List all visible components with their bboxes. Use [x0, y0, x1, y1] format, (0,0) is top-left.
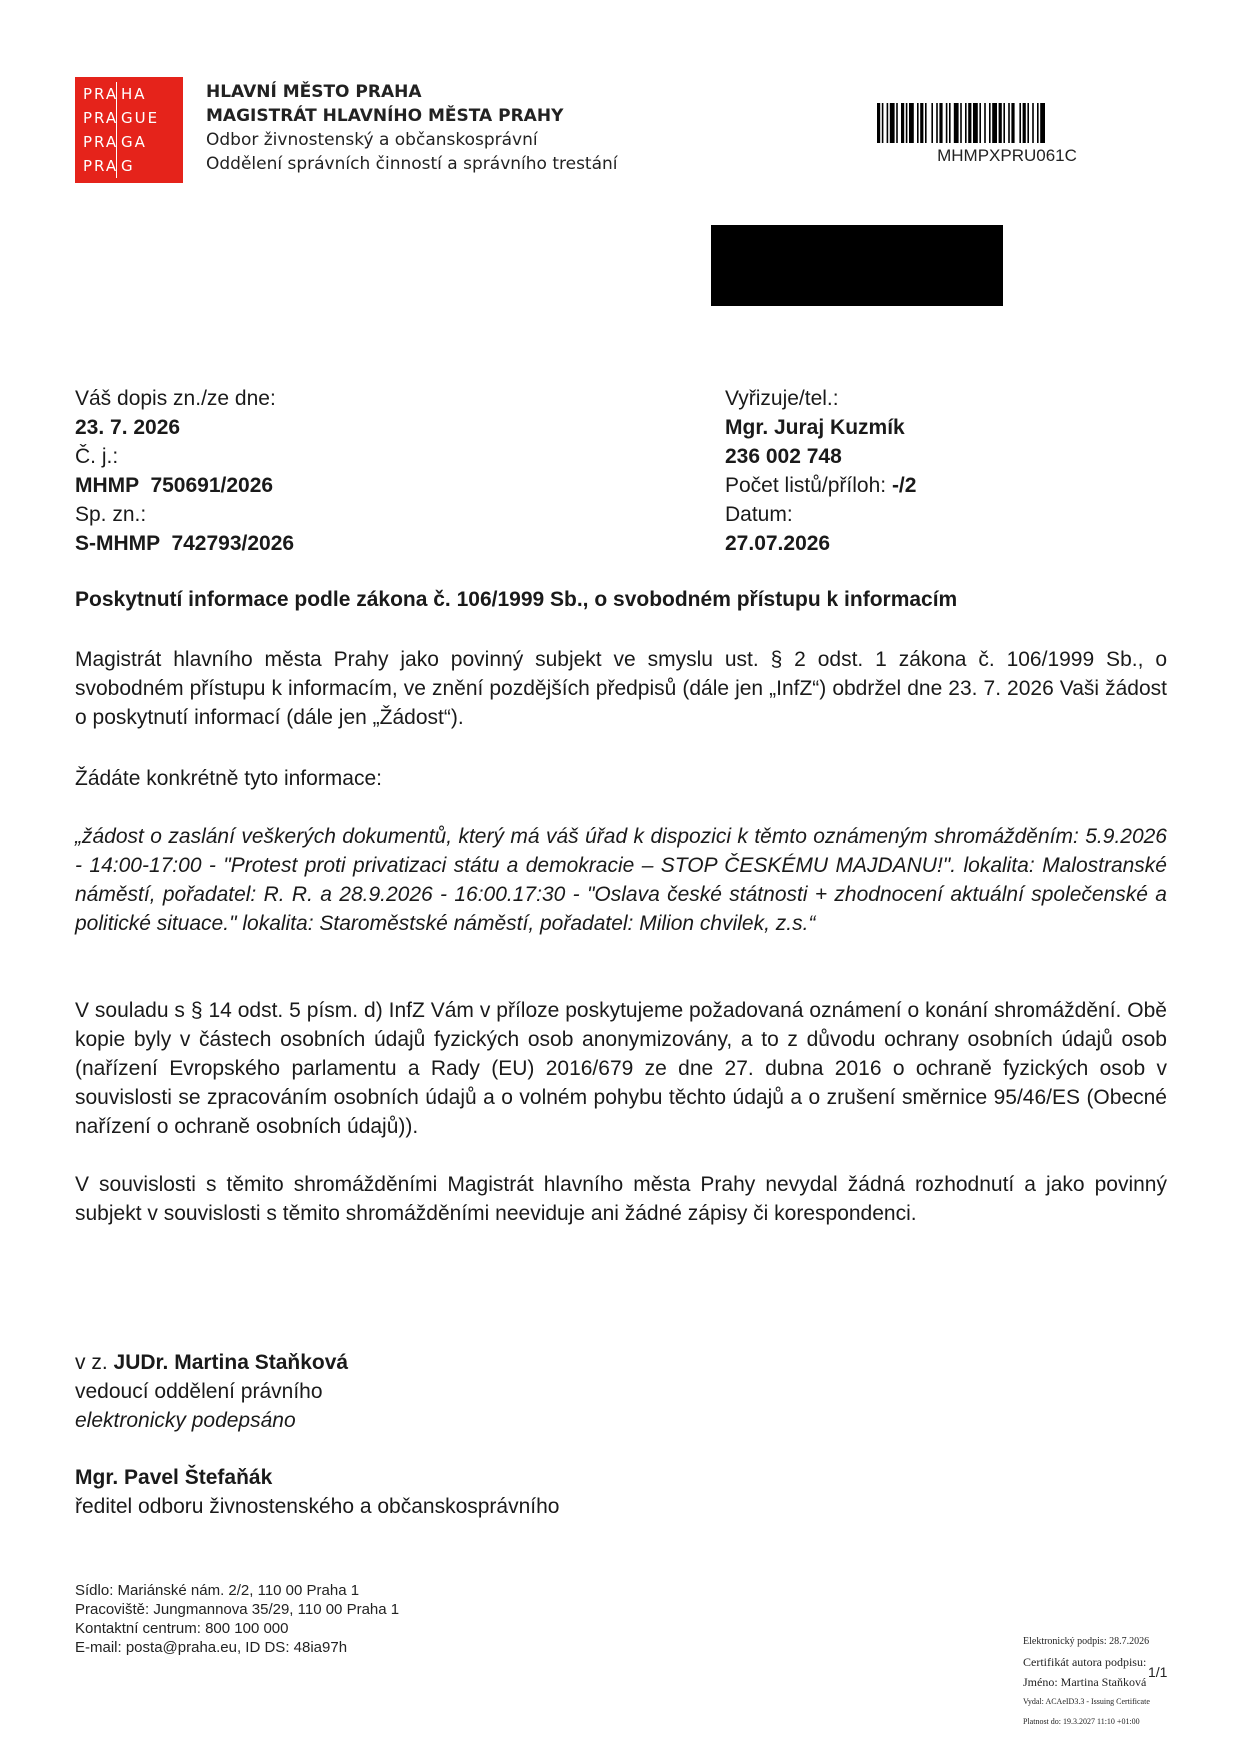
logo-text: PRA — [83, 85, 119, 103]
barcode-bar — [906, 103, 908, 143]
barcode — [877, 103, 1137, 143]
logo-text: HA — [116, 82, 164, 106]
esig-validity: Platnost do: 19.3.2027 11:10 +01:00 — [1023, 1717, 1140, 1726]
barcode-bar — [917, 103, 919, 143]
barcode-bar — [931, 103, 933, 143]
barcode-bar — [887, 103, 889, 143]
body-paragraph: V souladu s § 14 odst. 5 písm. d) InfZ Vám v příloze poskytujeme požadovaná oznámení o konání shromáždění. Obě kopie byly v částech osobních údajů fyzických osob anonymizovány, a to z důvodu ochrany osobních údajů osob (nařízení Evropského parlamentu a Rady (EU) 2016/679 ze dne 27. dubna 2016 o ochraně fyzických osob v souvislosti se zpracováním osobních údajů a o volném pohybu těchto údajů a o zrušení směrnice 95/46/ES (Obecné nařízení o ochraně osobních údajů)). — [75, 999, 1167, 1138]
barcode-bar — [877, 103, 880, 143]
body-paragraph: V souvislosti s těmito shromážděními Magistrát hlavního města Prahy nevydal žádná rozhodnutí a jako povinný subjekt v souvislosti s těmito shromážděními neeviduje ani žádné zápisy či korespondenci. — [75, 1173, 1167, 1225]
date-value: 27.07.2026 — [725, 532, 831, 555]
handler-phone: 236 002 748 — [725, 445, 842, 468]
reference-block — [75, 384, 294, 558]
footer-workplace: Pracoviště: Jungmannova 35/29, 110 00 Praha 1 — [75, 1601, 400, 1618]
barcode-bar — [946, 103, 948, 143]
page-number: 1/1 — [1148, 1664, 1168, 1680]
logo-text: PRA — [83, 133, 119, 151]
barcode-bar — [882, 103, 884, 143]
esig-certificate: Certifikát autora podpisu: — [1023, 1655, 1147, 1669]
letter-subject: Poskytnutí informace podle zákona č. 106/1999 Sb., o svobodném přístupu k informacím — [75, 588, 958, 611]
body-paragraph: Žádáte konkrétně tyto informace: — [75, 767, 382, 790]
org-department: Odbor živnostenský a občanskosprávní — [206, 130, 538, 150]
ref-number: MHMP 750691/2026 — [75, 474, 274, 497]
logo-text: GA — [116, 130, 164, 154]
barcode-bar — [960, 103, 962, 143]
date-label: Datum: — [725, 503, 793, 526]
barcode-bar — [936, 103, 938, 143]
barcode-bar — [965, 103, 967, 143]
org-name: HLAVNÍ MĚSTO PRAHA — [206, 82, 422, 102]
body-paragraph: Magistrát hlavního města Prahy jako povinný subjekt ve smyslu ust. § 2 odst. 1 zákona č. 106/1999 Sb., o svobodném přístupu k informacím, ve znění pozdějších předpisů (dále jen „InfZ“) obdržel dne 23. 7. 2026 Vaši žádost o poskytnutí informací (dále jen „Žádost“). — [75, 648, 1167, 729]
handler-label: Vyřizuje/tel.: — [725, 387, 839, 410]
signature-prefix: v z. — [75, 1351, 114, 1374]
signer-role: vedoucí oddělení právního — [75, 1380, 323, 1403]
prague-logo — [75, 77, 183, 183]
barcode-bar — [1027, 103, 1029, 143]
barcode-bar — [954, 103, 959, 143]
barcode-bar — [901, 103, 904, 143]
barcode-bar — [949, 103, 951, 143]
footer-contact-center: Kontaktní centrum: 800 100 000 — [75, 1620, 289, 1637]
barcode-bar — [1011, 103, 1014, 143]
barcode-bar — [925, 103, 927, 143]
your-letter-label: Váš dopis zn./ze dne: — [75, 387, 276, 410]
file-mark-label: Sp. zn.: — [75, 503, 147, 526]
logo-text: G — [116, 154, 164, 178]
barcode-bar — [1032, 103, 1034, 143]
barcode-bar — [989, 103, 991, 143]
handler-name: Mgr. Juraj Kuzmík — [725, 416, 905, 439]
director-role: ředitel odboru živnostenského a občanskosprávního — [75, 1495, 560, 1518]
org-section: Oddělení správních činností a správního trestání — [206, 154, 618, 174]
barcode-bar — [909, 103, 914, 143]
signature-note: elektronicky podepsáno — [75, 1409, 296, 1432]
barcode-bar — [1037, 103, 1039, 143]
footer-email: E-mail: posta@praha.eu, ID DS: 48ia97h — [75, 1639, 348, 1656]
sheets-label: Počet listů/příloh: — [725, 474, 887, 497]
barcode-bar — [979, 103, 981, 143]
director-name: Mgr. Pavel Štefaňák — [75, 1466, 273, 1489]
barcode-bar — [890, 103, 895, 143]
barcode-bar — [1040, 103, 1045, 143]
logo-text: PRA — [83, 109, 119, 127]
barcode-bar — [984, 103, 986, 143]
footer-seat: Sídlo: Mariánské nám. 2/2, 110 00 Praha 1 — [75, 1582, 360, 1599]
barcode-bar — [920, 103, 923, 143]
footer-contacts — [75, 1581, 399, 1657]
barcode-bar — [999, 103, 1002, 143]
barcode-bar — [1003, 103, 1005, 143]
barcode-bar — [939, 103, 942, 143]
barcode-bar — [992, 103, 997, 143]
barcode-bar — [973, 103, 978, 143]
barcode-bar — [1019, 103, 1021, 143]
esig-date: Elektronický podpis: 28.7.2026 — [1023, 1636, 1150, 1647]
esig-issuer: Vydal: ACAeID3.3 - Issuing Certificate — [1023, 1697, 1150, 1706]
electronic-signature-stamp — [1023, 1632, 1150, 1732]
barcode-text: MHMPXPRU061C — [937, 146, 1077, 165]
redacted-address — [711, 225, 1003, 306]
signature-block — [75, 1463, 559, 1521]
barcode-bar — [896, 103, 898, 143]
logo-text: PRA — [83, 157, 119, 175]
signer-name: JUDr. Martina Staňková — [113, 1351, 349, 1374]
barcode-bar — [1008, 103, 1010, 143]
esig-name: Jméno: Martina Staňková — [1023, 1675, 1147, 1689]
file-mark: S-MHMP 742793/2026 — [75, 532, 295, 555]
barcode-bar — [968, 103, 971, 143]
org-magistrate: MAGISTRÁT HLAVNÍHO MĚSTA PRAHY — [206, 106, 564, 126]
logo-text: GUE — [116, 106, 164, 130]
barcode-bar — [1023, 103, 1026, 143]
ref-number-label: Č. j.: — [75, 445, 119, 468]
handler-block — [725, 384, 916, 558]
quoted-request: „žádost o zaslání veškerých dokumentů, který má váš úřad k dispozici k těmto oznámeným shromážděním: 5.9.2026 - 14:00-17:00 - "Protest proti privatizaci státu a demokracie – STOP ČESKÉMU MAJDANU!". lokalita: Malostranské náměstí, pořadatel: R. R. a 28.9.2026 - 16:00.17:30 - "Oslava české státnosti + zhodnocení aktuální společenské a politické situace." lokalita: Staroměstské náměstí, pořadatel: Milion chvilek, z.s.“ — [75, 825, 1167, 935]
your-letter-date: 23. 7. 2026 — [75, 416, 181, 439]
organization-header — [206, 80, 618, 176]
sheets-value: -/2 — [891, 474, 917, 497]
signature-block — [75, 1348, 348, 1435]
